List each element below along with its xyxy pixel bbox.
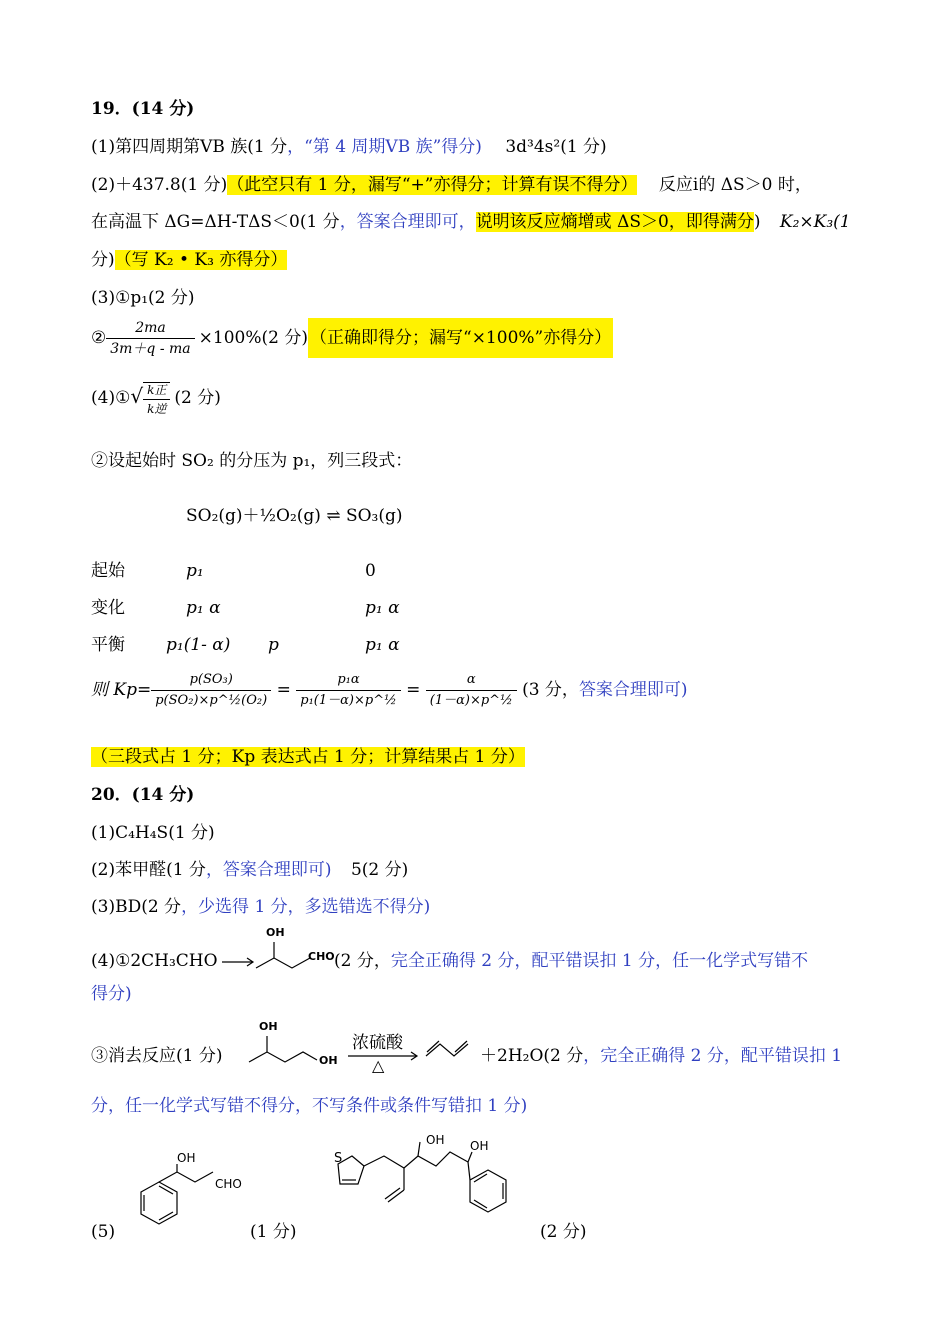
aldol-product-structure: [256, 922, 336, 972]
diol-oh1-label: OH: [259, 1020, 278, 1033]
structure-2-oh1: OH: [426, 1133, 445, 1147]
q19-part3b-den: 3m＋q - ma: [110, 341, 191, 357]
q19-part4b: ②设起始时 SO₂ 的分压为 p₁，列三段式：: [91, 451, 413, 471]
q19-part4a-num: k正: [143, 383, 170, 400]
kp-frac-2-num: p₁α: [296, 672, 400, 691]
q20-part3: [91, 895, 430, 919]
kp-frac-1-den: p(SO₂)×p^½(O₂): [155, 693, 268, 708]
q19-part2-highlight1: （此空只有 1 分，漏写“+”亦得分；计算有误不得分）: [227, 175, 638, 195]
q19-part3b-num: 2ma: [106, 320, 194, 339]
thiophene-s: S: [334, 1151, 343, 1166]
q19-part4a-suffix: (2 分): [174, 388, 221, 408]
q19-part2-highlight3: （写 K₂ • K₃ 亦得分）: [114, 250, 288, 270]
kp-expression: 则 Kp= $\frac{\text{p(SO₃)}}{\text{p(SO₂)×p\textasciicircum{}½(O₂)}}$ = $\frac{\text{p₁α}}{\text{p₁(1－α)×p\textasciicircum{}½}}$ = $\frac{\alpha}{\text{(1－α)×p\textasciicircum{}½}}$ (3 分，答案合理即可): [91, 672, 688, 708]
q19-part1-main: (1)第四周期第VB 族(1 分: [91, 137, 288, 157]
q19-part4a-fraction: [143, 382, 170, 416]
q20-part4-suffix: (2 分，: [334, 951, 391, 971]
q19-part2-close: ): [753, 212, 761, 232]
q19-part3b-suffix: ×100%(2 分): [198, 328, 308, 348]
structure-2-score: (2 分): [540, 1222, 587, 1242]
structure-oh-label: OH: [266, 926, 285, 939]
kp-frac-1: [151, 672, 271, 709]
q19-part1-config: 3d³4s²(1 分): [505, 137, 607, 157]
diol-oh2-label: OH: [319, 1054, 338, 1067]
q19-part2-line2-text: 在高温下 ΔG=ΔH-TΔS＜0(1 分: [91, 212, 340, 232]
q20-part4c-mid: ＋2H₂O(2 分: [480, 1046, 584, 1066]
structure-2: [318, 1130, 548, 1240]
q20-part2-note: ，答案合理即可): [205, 860, 332, 880]
ice-row-c3-2: p₁ α: [365, 635, 400, 655]
q19-title: 19．(14 分): [91, 99, 195, 119]
q19-part4a: [91, 378, 221, 416]
structure-2-oh2: OH: [470, 1139, 489, 1153]
q20-part2-main: (2)苯甲醛(1 分: [91, 860, 206, 880]
q19-part2-main: (2)＋437.8(1 分): [91, 175, 228, 195]
structure-1-cho: CHO: [215, 1177, 242, 1191]
sqrt-sign: √: [130, 384, 144, 408]
kp-prefix: 则 Kp=: [91, 680, 152, 700]
reaction-equation: SO₂(g)＋½O₂(g) ⇌ SO₃(g): [186, 506, 403, 526]
q19-part3a: (3)①p₁(2 分): [91, 288, 195, 308]
q20-title: 20．(14 分): [91, 785, 195, 805]
condition-label: 浓硫酸: [352, 1033, 403, 1053]
kp-note: 答案合理即可): [578, 680, 688, 700]
q20-part4-note: 完全正确得 2 分，配平错误扣 1 分，任一化学式写错不: [390, 951, 809, 971]
q19-part3b-prefix: ②: [91, 328, 107, 348]
kp-frac-3: [426, 672, 517, 709]
ice-row-c1-0: p₁: [186, 561, 204, 581]
q19-part3b-fraction: [106, 320, 194, 357]
ice-row-label-0: 起始: [91, 561, 125, 581]
q20-part4-prefix: (4)①2CH₃CHO: [91, 951, 218, 971]
ice-row-c3-1: p₁ α: [365, 598, 400, 618]
q20-part3-note: ，少选得 1 分，多选错选不得分): [181, 897, 431, 917]
ice-row-c3-0: 0: [365, 561, 376, 581]
q20-part2: [91, 858, 408, 882]
structure-1-oh: OH: [177, 1151, 196, 1165]
q19-part3b: [91, 318, 613, 358]
kp-frac-3-den: (1－α)×p^½: [429, 693, 513, 708]
kp-frac-2-den: p₁(1－α)×p^½: [300, 693, 397, 708]
q19-part4a-prefix: (4)①: [91, 388, 131, 408]
q20-part4c-prefix: ③消去反应(1 分): [91, 1046, 223, 1066]
q19-part4a-den: k逆: [147, 401, 167, 416]
ice-row-c1-1: p₁ α: [186, 598, 221, 618]
q20-part4c-tail: [480, 1045, 842, 1067]
q19-part2-line3-text: 分): [91, 250, 115, 270]
q20-part4-note2: 得分): [91, 984, 132, 1004]
ice-row-label-2: 平衡: [91, 635, 125, 655]
kp-frac-3-num: α: [426, 672, 517, 691]
q19-part4-highlight: （三段式占 1 分；Kp 表达式占 1 分；计算结果占 1 分）: [91, 747, 525, 767]
ice-row-c1-2: p₁(1- α): [166, 635, 231, 655]
q19-part2-line3: [91, 248, 287, 272]
structure-1-score: (1 分): [250, 1222, 297, 1242]
q19-part3b-highlight: （正确即得分；漏写“×100%”亦得分）: [308, 318, 613, 358]
ice-row-label-1: 变化: [91, 598, 125, 618]
q19-part2-line2: [91, 210, 851, 234]
structure-cho-label: CHO: [308, 950, 335, 963]
ice-row-c2-2: p: [268, 635, 279, 655]
structure-1: [115, 1150, 255, 1240]
q19-part2-highlight2: 说明该反应熵增或 ΔS＞0，即得满分: [475, 212, 754, 232]
q20-part4c-note: ，完全正确得 2 分，配平错误扣 1: [583, 1046, 843, 1066]
q20-part2-tail: 5(2 分): [350, 860, 409, 880]
q20-part5-label: (5): [91, 1222, 116, 1242]
delta-symbol: △: [372, 1056, 385, 1075]
kp-frac-2: [296, 672, 400, 709]
q19-part2-line1: [91, 173, 812, 197]
diol-structure: [245, 1016, 345, 1066]
q19-part1: [91, 135, 607, 159]
condition-arrow: [348, 1050, 423, 1076]
q19-part1-note: ，“第 4 周期VB 族”得分): [287, 137, 482, 157]
reaction-arrow: [222, 955, 256, 969]
q19-part4-highlight-row: [91, 745, 525, 769]
q20-part4c-note2: 分，任一化学式写错不得分，不写条件或条件写错扣 1 分): [91, 1096, 528, 1116]
q20-part1: (1)C₄H₄S(1 分): [91, 823, 215, 843]
q19-part2-reaction: 反应i的 ΔS＞0 时，: [658, 175, 812, 195]
kp-frac-1-num: p(SO₃): [151, 672, 271, 691]
q20-part3-main: (3)BD(2 分: [91, 897, 182, 917]
q20-part4-tail: [334, 950, 808, 972]
q19-part2-k: K₂×K₃(1: [779, 212, 851, 232]
kp-suffix: (3 分，: [522, 680, 579, 700]
q19-part2-note: ，答案合理即可，: [339, 212, 476, 232]
butadiene-structure: [424, 1036, 480, 1060]
